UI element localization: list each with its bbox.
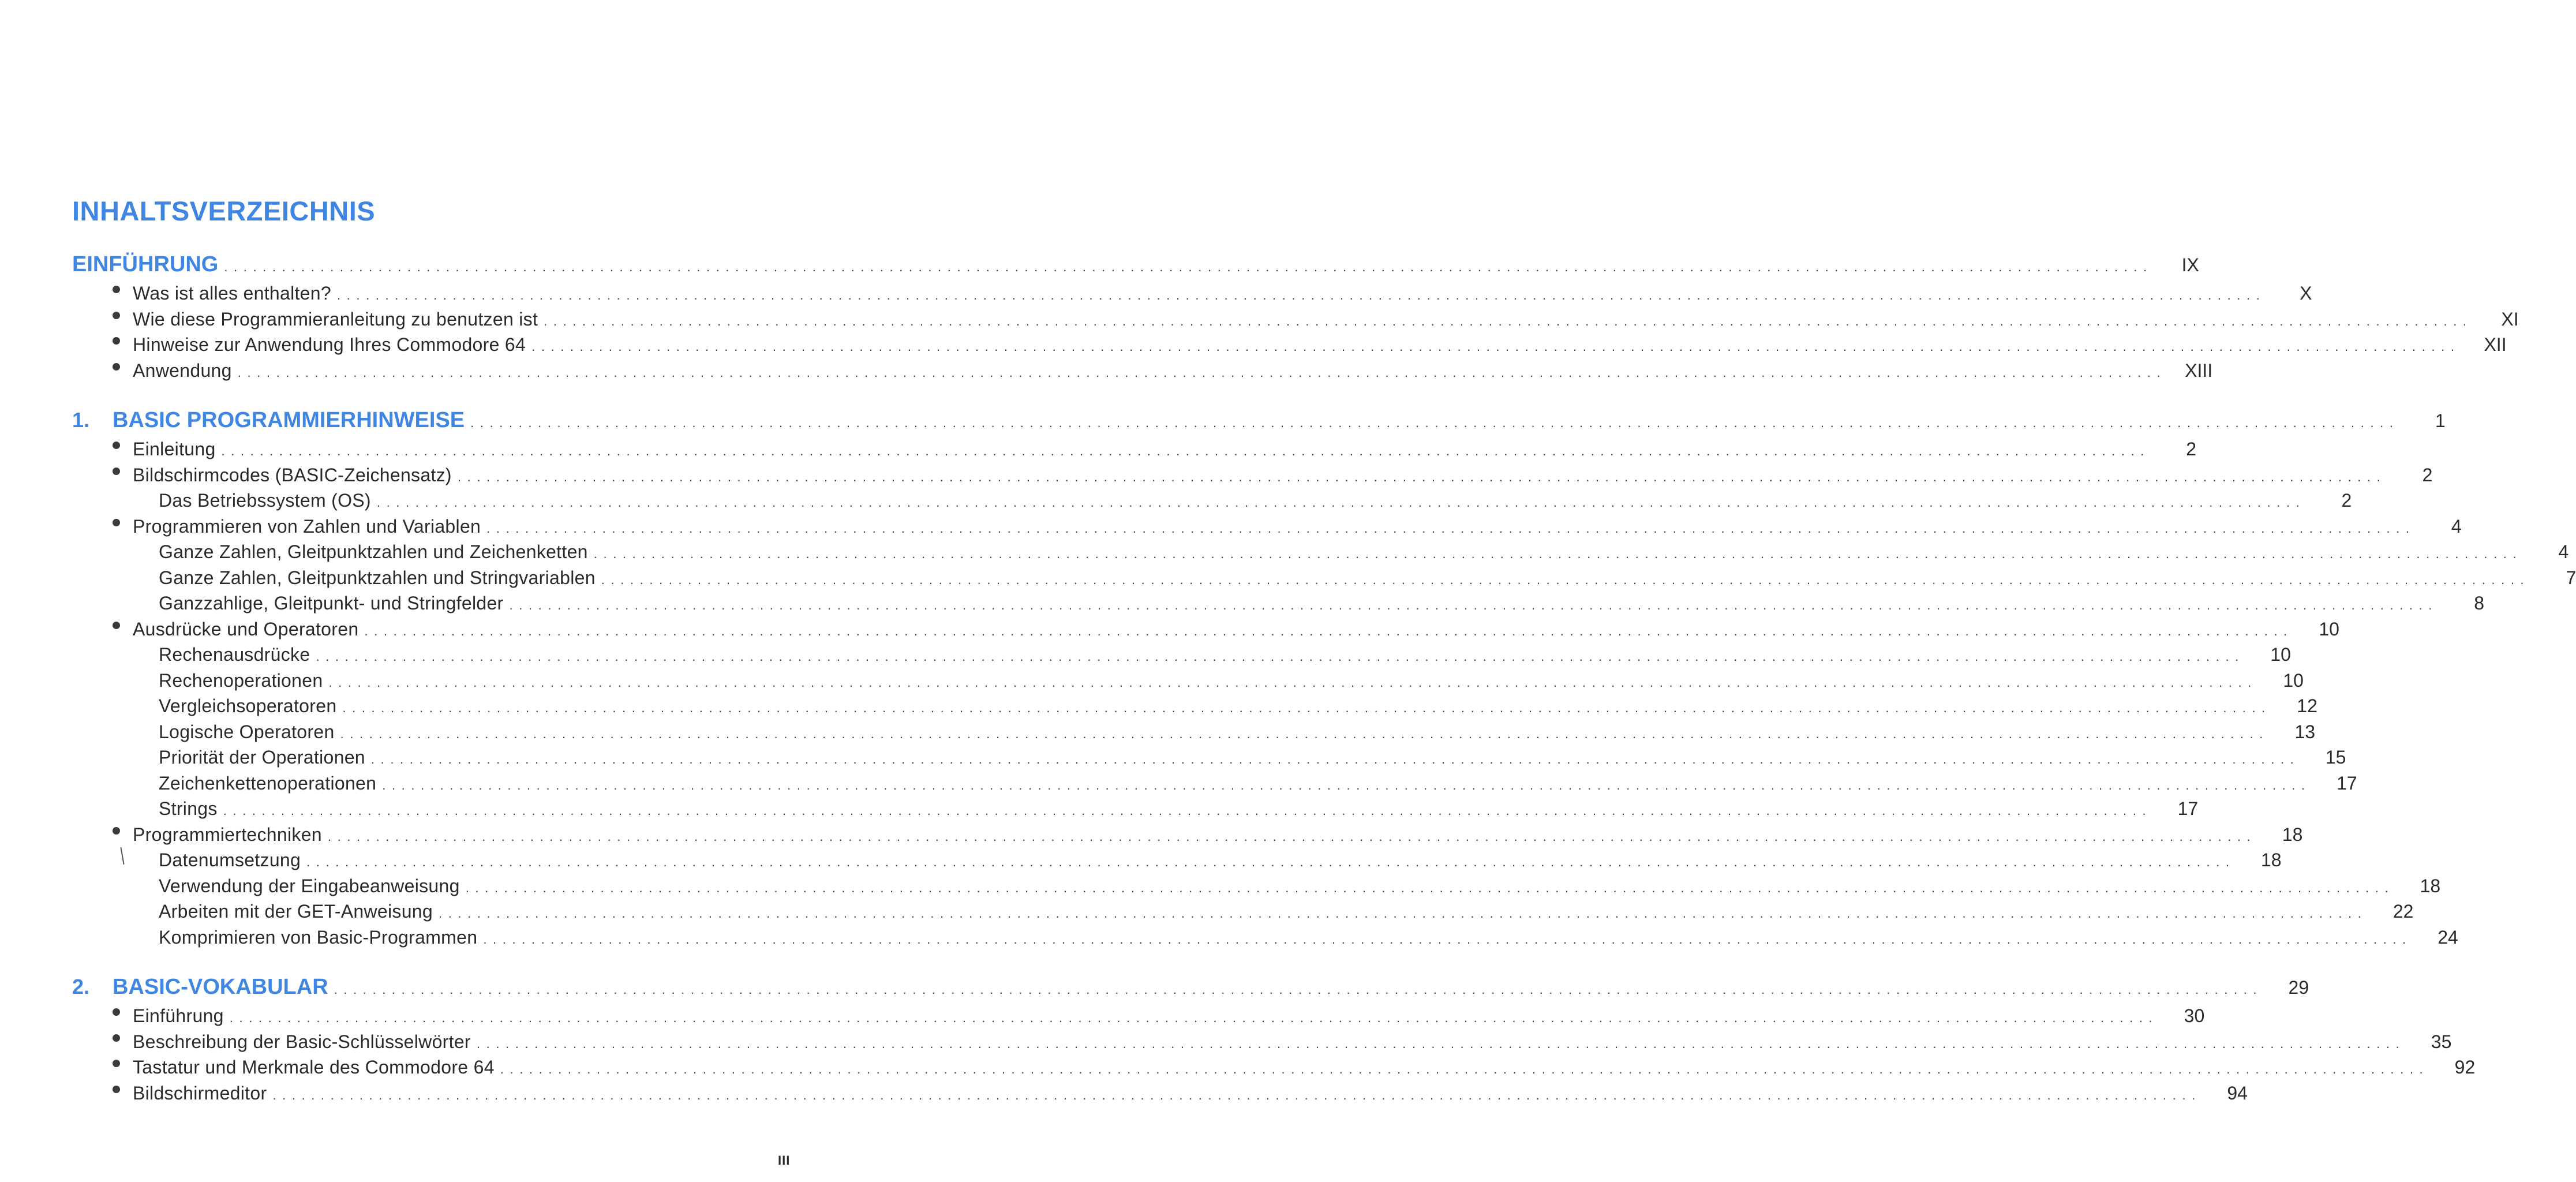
section-page-number: 29: [2288, 977, 2309, 998]
dot-leader: ........................................................................................................................................................................................................: [509, 598, 2438, 612]
entry-page-number: 2: [2422, 464, 2433, 485]
toc-subentry[interactable]: [72, 488, 2352, 514]
toc-subentry[interactable]: [72, 796, 2199, 822]
section-number: 2.: [72, 975, 90, 998]
toc-entry[interactable]: [72, 1080, 2248, 1106]
bullet-icon: [113, 519, 120, 526]
dot-leader: ........................................................................................................................................................................................................: [376, 495, 2306, 510]
entry-page-number: 7: [2566, 567, 2576, 588]
bullet-icon: [113, 1060, 120, 1067]
toc-section-heading[interactable]: [72, 248, 2199, 280]
toc-entry[interactable]: [72, 1003, 2205, 1029]
entry-page-number: 12: [2297, 695, 2317, 716]
toc-subentry[interactable]: [72, 539, 2569, 565]
entry-page-number: XI: [2501, 308, 2519, 330]
section-title: EINFÜHRUNG: [72, 252, 219, 276]
bullet-icon: [113, 1086, 120, 1093]
bullet-icon: [113, 312, 120, 319]
entry-label: Ganze Zahlen, Gleitpunktzahlen und Zeichenketten: [159, 541, 588, 562]
entry-label: Verwendung der Eingabeanweisung: [159, 875, 460, 896]
toc-section: [72, 971, 2476, 1106]
entry-label: Bildschirmcodes (BASIC-Zeichensatz): [133, 464, 452, 485]
dot-leader: ........................................................................................................................................................................................................: [340, 726, 2270, 741]
dot-leader: ........................................................................................................................................................................................................: [531, 339, 2461, 354]
section-title: BASIC PROGRAMMIERHINWEISE: [113, 408, 465, 432]
entry-label: Einleitung: [133, 439, 216, 459]
section-title: BASIC-VOKABULAR: [113, 975, 328, 999]
toc-entry[interactable]: [72, 280, 2312, 306]
toc-section-heading[interactable]: [72, 971, 2309, 1003]
toc-subentry[interactable]: [72, 847, 2282, 873]
dot-leader: ........................................................................................................................................................................................................: [237, 365, 2167, 380]
toc-entry[interactable]: [72, 332, 2507, 358]
entry-page-number: 8: [2474, 593, 2484, 614]
toc-subentry[interactable]: [72, 925, 2458, 951]
toc-section: [72, 404, 2576, 950]
dot-leader: ........................................................................................................................................................................................................: [229, 1011, 2159, 1025]
dot-leader: ........................................................................................................................................................................................................: [370, 752, 2300, 766]
entry-label: Strings: [159, 798, 218, 819]
dot-leader: ........................................................................................................................................................................................................: [272, 1087, 2201, 1102]
dot-leader: ........................................................................................................................................................................................................: [465, 880, 2395, 895]
bullet-icon: [113, 1034, 120, 1042]
toc-subentry[interactable]: [72, 668, 2304, 694]
dot-leader: ........................................................................................................................................................................................................: [221, 444, 2151, 458]
entry-label: Zeichenkettenoperationen: [159, 772, 377, 794]
entry-label: Einführung: [133, 1005, 224, 1026]
entry-page-number: 35: [2431, 1031, 2452, 1052]
dot-leader: ........................................................................................................................................................................................................: [486, 521, 2416, 536]
dot-leader: ........................................................................................................................................................................................................: [500, 1062, 2429, 1076]
page-title: INHALTSVERZEICHNIS: [72, 196, 376, 226]
entry-page-number: XII: [2484, 334, 2507, 355]
toc-section-heading[interactable]: [72, 404, 2446, 436]
dot-leader: ........................................................................................................................................................................................................: [601, 572, 2530, 587]
entry-page-number: 4: [2451, 515, 2462, 537]
entry-label: Arbeiten mit der GET-Anweisung: [159, 901, 433, 922]
toc-section: [72, 248, 2519, 383]
entry-label: Beschreibung der Basic-Schlüsselwörter: [133, 1031, 471, 1052]
dot-leader: ........................................................................................................................................................................................................: [364, 623, 2293, 638]
dot-leader: ........................................................................................................................................................................................................: [438, 906, 2368, 921]
toc-entry[interactable]: [72, 436, 2197, 462]
dot-leader: ........................................................................................................................................................................................................: [224, 260, 2153, 274]
page-number: III: [778, 1153, 791, 1168]
dot-leader: ........................................................................................................................................................................................................: [316, 649, 2245, 664]
dot-leader: ........................................................................................................................................................................................................: [382, 777, 2311, 792]
entry-page-number: 2: [2186, 439, 2197, 459]
entry-page-number: 94: [2227, 1082, 2248, 1104]
toc-subentry[interactable]: [72, 565, 2576, 591]
bullet-icon: [113, 1008, 120, 1016]
dot-leader: ........................................................................................................................................................................................................: [328, 675, 2257, 690]
toc-entry[interactable]: [72, 462, 2433, 488]
dot-leader: ........................................................................................................................................................................................................: [457, 469, 2387, 484]
entry-page-number: 15: [2325, 747, 2346, 768]
entry-page-number: 10: [2270, 644, 2291, 665]
dot-leader: ........................................................................................................................................................................................................: [336, 288, 2266, 302]
entry-page-number: 24: [2438, 926, 2458, 948]
entry-page-number: 18: [2282, 824, 2303, 845]
toc-entry[interactable]: [72, 1054, 2476, 1080]
dot-leader: ........................................................................................................................................................................................................: [483, 932, 2412, 947]
entry-page-number: 18: [2261, 850, 2282, 870]
entry-page-number: 92: [2454, 1057, 2476, 1078]
entry-page-number: 22: [2392, 901, 2414, 922]
dot-leader: ........................................................................................................................................................................................................: [327, 829, 2257, 844]
entry-page-number: 17: [2337, 772, 2357, 794]
entry-label: Ganzzahlige, Gleitpunkt- und Stringfelder: [159, 593, 504, 614]
entry-label: Ganze Zahlen, Gleitpunktzahlen und Stringvariablen: [159, 567, 596, 588]
entry-label: Programmiertechniken: [133, 824, 322, 845]
toc-entry[interactable]: [72, 358, 2213, 384]
toc-entry[interactable]: [72, 306, 2519, 332]
toc-subentry[interactable]: [72, 642, 2291, 668]
section-page-number: 1: [2435, 410, 2446, 431]
entry-label: Vergleichsoperatoren: [159, 695, 337, 716]
entry-label: Logische Operatoren: [159, 721, 335, 742]
entry-label: Programmieren von Zahlen und Variablen: [133, 515, 481, 537]
dot-leader: ........................................................................................................................................................................................................: [593, 547, 2523, 561]
toc-subentry[interactable]: [72, 693, 2317, 719]
entry-label: Bildschirmeditor: [133, 1082, 267, 1104]
entry-page-number: 30: [2184, 1005, 2205, 1026]
entry-label: Das Betriebssystem (OS): [159, 490, 371, 511]
toc-entry[interactable]: [72, 514, 2462, 540]
toc-subentry[interactable]: [72, 899, 2414, 925]
entry-page-number: X: [2300, 283, 2312, 304]
bullet-icon: [113, 442, 120, 449]
bullet-icon: [113, 286, 120, 293]
toc-subentry[interactable]: [72, 770, 2357, 796]
bullet-icon: [113, 337, 120, 345]
toc-entry[interactable]: [72, 822, 2303, 848]
toc-subentry[interactable]: [72, 719, 2316, 745]
entry-page-number: 18: [2420, 875, 2441, 896]
section-number: 1.: [72, 408, 90, 432]
entry-page-number: XIII: [2185, 360, 2213, 381]
dot-leader: ........................................................................................................................................................................................................: [223, 803, 2152, 818]
entry-label: Priorität der Operationen: [159, 747, 365, 768]
entry-label: Anwendung: [133, 360, 232, 381]
dot-leader: ........................................................................................................................................................................................................: [544, 313, 2473, 328]
section-page-number: IX: [2181, 255, 2199, 275]
toc-subentry[interactable]: [72, 873, 2441, 899]
entry-label: Hinweise zur Anwendung Ihres Commodore 64: [133, 334, 526, 355]
table-of-contents: [72, 248, 2576, 1127]
entry-page-number: 4: [2558, 541, 2569, 562]
entry-page-number: 10: [2319, 618, 2339, 639]
toc-entry[interactable]: [72, 1029, 2452, 1055]
toc-subentry[interactable]: [72, 590, 2484, 616]
entry-label: Tastatur und Merkmale des Commodore 64: [133, 1057, 495, 1078]
entry-label: Komprimieren von Basic-Programmen: [159, 926, 478, 948]
dot-leader: ........................................................................................................................................................................................................: [470, 416, 2399, 430]
entry-page-number: 2: [2341, 490, 2352, 511]
bullet-icon: [113, 363, 120, 371]
dot-leader: ........................................................................................................................................................................................................: [476, 1036, 2406, 1051]
entry-label: Ausdrücke und Operatoren: [133, 618, 359, 639]
toc-subentry[interactable]: [72, 745, 2346, 770]
bullet-icon: [113, 622, 120, 629]
entry-label: Rechenausdrücke: [159, 644, 310, 665]
toc-entry[interactable]: [72, 616, 2339, 642]
entry-label: Wie diese Programmieranleitung zu benutzen ist: [133, 308, 538, 330]
dot-leader: ........................................................................................................................................................................................................: [342, 701, 2271, 715]
entry-label: Datenumsetzung: [159, 850, 301, 870]
bullet-icon: [113, 467, 120, 475]
dot-leader: ........................................................................................................................................................................................................: [306, 855, 2236, 869]
entry-page-number: 13: [2294, 721, 2316, 742]
bullet-icon: [113, 827, 120, 835]
entry-label: Was ist alles enthalten?: [133, 283, 331, 304]
dot-leader: ........................................................................................................................................................................................................: [334, 982, 2263, 997]
entry-page-number: 17: [2177, 798, 2199, 819]
entry-label: Rechenoperationen: [159, 669, 323, 691]
entry-page-number: 10: [2283, 669, 2304, 691]
